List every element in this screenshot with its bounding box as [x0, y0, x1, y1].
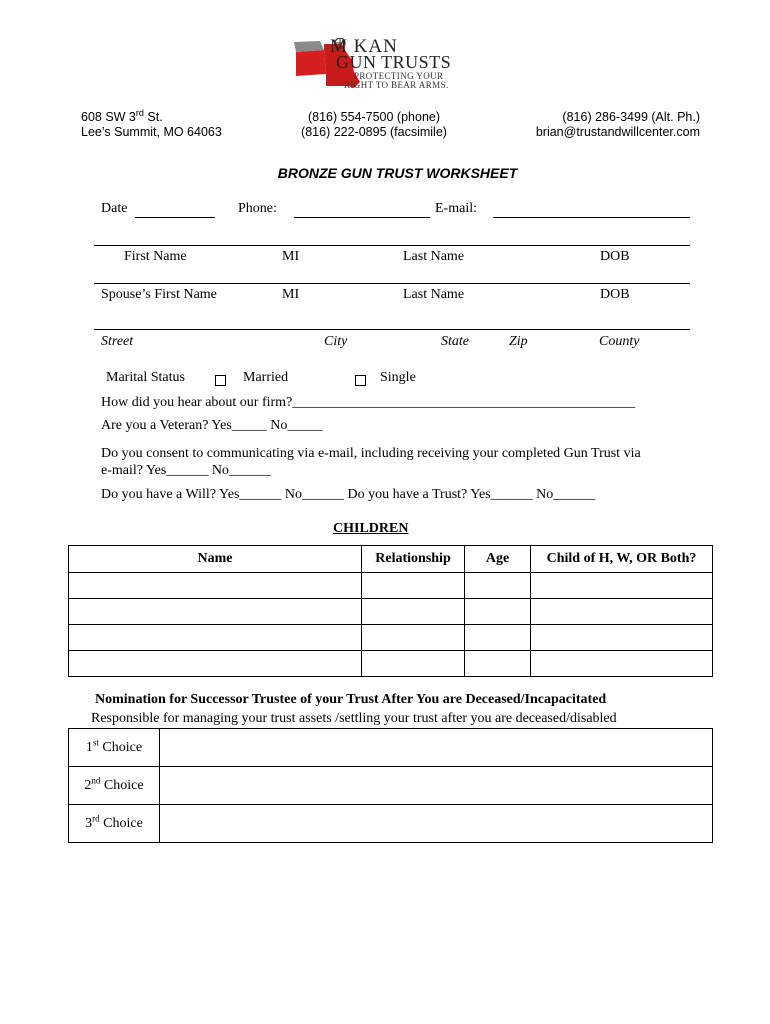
children-heading: CHILDREN: [333, 521, 409, 536]
referral-question[interactable]: How did you hear about our firm?_________________________________________________: [101, 395, 636, 410]
fax-number: (816) 222-0895 (facsimile): [301, 125, 447, 139]
child-age-cell[interactable]: [465, 625, 531, 651]
marital-status-label: Marital Status: [106, 370, 185, 385]
table-row: [69, 767, 713, 805]
child-name-cell[interactable]: [69, 573, 362, 599]
choice-2-field[interactable]: [160, 767, 713, 805]
email-consent-question: Do you consent to communicating via e-mail, including receiving your completed Gun Trust via: [101, 446, 641, 461]
first-name-label: First Name: [124, 249, 187, 264]
child-of-column-header: Child of H, W, OR Both?: [531, 546, 713, 573]
successor-table: [68, 728, 713, 843]
married-label: Married: [243, 370, 289, 385]
relationship-column-header: Relationship: [362, 546, 465, 573]
spouse-last-name-label: Last Name: [403, 287, 465, 302]
child-of-cell[interactable]: [531, 599, 713, 625]
spouse-first-name-label: Spouse’s First Name: [101, 287, 217, 302]
zip-label: Zip: [509, 334, 528, 349]
child-of-cell[interactable]: [531, 573, 713, 599]
choice-1-field[interactable]: [160, 729, 713, 767]
contact-email: brian@trustandwillcenter.com: [535, 125, 700, 139]
logo-name-line2: GUN TRUSTS: [336, 52, 452, 72]
street-label: Street: [101, 334, 134, 349]
child-age-cell[interactable]: [465, 651, 531, 677]
table-row: [69, 599, 713, 625]
table-row: [69, 805, 713, 843]
children-table: [68, 545, 713, 677]
county-label: County: [599, 334, 640, 349]
children-table-header: [69, 546, 713, 573]
city-label: City: [324, 334, 348, 349]
date-field[interactable]: [135, 217, 215, 218]
choice-label-3: 3rd Choice: [69, 805, 160, 843]
spouse-mi-label: MI: [282, 287, 300, 302]
logo-name-line1: M KAN: [330, 36, 398, 57]
table-row: [69, 625, 713, 651]
spouse-dob-label: DOB: [600, 287, 630, 302]
successor-heading: Nomination for Successor Trustee of your Trust After You are Deceased/Incapacitated: [95, 692, 607, 707]
phone-field[interactable]: [294, 217, 430, 218]
alt-contact: [530, 110, 700, 140]
child-age-cell[interactable]: [465, 573, 531, 599]
phone-number: (816) 554-7500 (phone): [307, 110, 441, 124]
email-field[interactable]: [493, 217, 690, 218]
child-name-cell[interactable]: [69, 599, 362, 625]
table-row: [69, 651, 713, 677]
child-of-cell[interactable]: [531, 651, 713, 677]
date-label: Date: [101, 201, 128, 216]
worksheet-title: BRONZE GUN TRUST WORKSHEET: [277, 165, 518, 181]
email-label: E-mail:: [435, 201, 477, 216]
alt-phone: (816) 286-3499 (Alt. Ph.): [562, 110, 700, 124]
applicant-name-field[interactable]: [94, 245, 690, 246]
child-relationship-cell[interactable]: [362, 573, 465, 599]
child-of-cell[interactable]: [531, 625, 713, 651]
name-column-header: Name: [69, 546, 362, 573]
single-label: Single: [380, 370, 416, 385]
phone-label: Phone:: [238, 201, 277, 216]
table-row: [69, 573, 713, 599]
child-relationship-cell[interactable]: [362, 651, 465, 677]
child-age-cell[interactable]: [465, 599, 531, 625]
single-checkbox[interactable]: [355, 372, 366, 390]
child-relationship-cell[interactable]: [362, 599, 465, 625]
age-column-header: Age: [465, 546, 531, 573]
office-address: [81, 107, 222, 140]
veteran-question[interactable]: Are you a Veteran? Yes_____ No_____: [101, 418, 323, 433]
child-relationship-cell[interactable]: [362, 625, 465, 651]
mi-label: MI: [282, 249, 300, 264]
address-line1: 608 SW 3rd St.: [81, 107, 163, 124]
child-name-cell[interactable]: [69, 625, 362, 651]
logo-tagline-line1: PROTECTING YOUR: [354, 71, 444, 81]
address-line2: Lee’s Summit, MO 64063: [81, 125, 222, 139]
successor-subheading: Responsible for managing your trust assets /settling your trust after you are deceased/disabled: [91, 711, 617, 726]
company-logo: [290, 38, 490, 96]
choice-label-1: 1st Choice: [69, 729, 160, 767]
married-checkbox[interactable]: [215, 372, 226, 390]
dob-label: DOB: [600, 249, 630, 264]
address-field[interactable]: [94, 329, 690, 330]
choice-label-2: 2nd Choice: [69, 767, 160, 805]
will-trust-question[interactable]: Do you have a Will? Yes______ No______ Do you have a Trust? Yes______ No______: [101, 487, 596, 502]
last-name-label: Last Name: [403, 249, 465, 264]
logo-tagline-line2: RIGHT TO BEAR ARMS.: [344, 80, 449, 90]
child-name-cell[interactable]: [69, 651, 362, 677]
choice-3-field[interactable]: [160, 805, 713, 843]
spouse-name-field[interactable]: [94, 283, 690, 284]
state-label: State: [441, 334, 469, 349]
email-consent-answer[interactable]: e-mail? Yes______ No______: [101, 463, 271, 478]
table-row: [69, 729, 713, 767]
office-phones: [298, 110, 450, 140]
